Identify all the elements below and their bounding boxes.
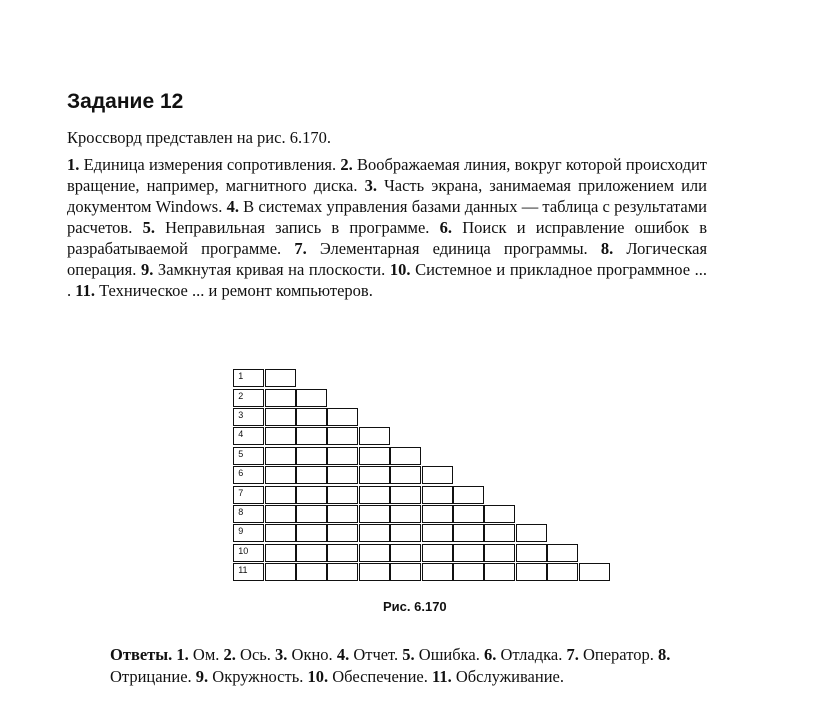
crossword-cell (327, 408, 358, 426)
answer-number: 8. (657, 645, 671, 664)
clue-text: Часть экрана, занимаемая приложением или документом Windows. (67, 176, 707, 216)
crossword-cell (327, 486, 358, 504)
crossword-cell (359, 524, 390, 542)
crossword-row-number: 3 (238, 410, 244, 420)
clue-text: Поиск и исправление ошибок в разрабатываемой программе. (67, 218, 708, 258)
crossword-cell (296, 427, 327, 445)
clue-text: Элементарная единица программы. (319, 239, 588, 258)
crossword-row-number: 5 (238, 448, 244, 459)
crossword-cell (359, 563, 390, 581)
crossword-cell (296, 544, 327, 562)
crossword-number-cell (233, 369, 264, 387)
crossword-cell (390, 563, 421, 581)
crossword-row-number: 7 (238, 487, 244, 498)
crossword-cell (296, 486, 327, 504)
answer-text: Ось. (240, 645, 271, 664)
answer-number: 9. (195, 667, 209, 686)
crossword-cell (484, 505, 515, 523)
answer-number: 7. (566, 645, 579, 664)
crossword-number-cell (233, 466, 264, 484)
crossword-number-cell (233, 544, 264, 562)
answer-number: 2. (223, 645, 236, 664)
crossword-cell (265, 369, 296, 387)
crossword-cell (327, 544, 358, 562)
crossword-cell (265, 505, 296, 523)
crossword-cell (390, 544, 421, 562)
crossword-cell (327, 447, 358, 465)
crossword-cell (327, 563, 358, 581)
crossword-cell (516, 544, 547, 562)
clue-number: 5. (142, 218, 155, 237)
crossword-cell (453, 563, 484, 581)
crossword-row-number: 1 (238, 371, 244, 382)
figure-caption: Рис. 6.170 (383, 599, 447, 614)
answer-text: Отчет. (353, 645, 399, 664)
crossword-cell (484, 524, 515, 542)
crossword-cell (359, 427, 390, 445)
clue-number: 1. (67, 155, 80, 174)
crossword-cell (390, 447, 421, 465)
crossword-cell (422, 466, 453, 484)
crossword-cell (359, 505, 390, 523)
answer-number: 11. (432, 667, 452, 686)
crossword-cell (327, 524, 358, 542)
crossword-number-cell (233, 389, 264, 407)
answer-text: Ошибка. (418, 645, 480, 664)
crossword-number-cell (233, 408, 264, 426)
clue-text: Техническое ... и ремонт компьютеров. (99, 281, 373, 300)
crossword-cell (422, 505, 453, 523)
answer-text: Окно. (291, 645, 333, 664)
answer-text: Обеспечение. (332, 667, 428, 686)
crossword-cell (390, 524, 421, 542)
clue-number: 9. (140, 260, 154, 279)
clue-text: В системах управления базами данных — таблица с результатами расчетов. (67, 197, 708, 237)
crossword-cell (327, 505, 358, 523)
answer-text: Окружность. (212, 667, 304, 686)
crossword-cell (296, 524, 327, 542)
crossword-cell (453, 544, 484, 562)
clue-number: 8. (600, 239, 614, 258)
crossword-cell (390, 486, 421, 504)
answer-number: 6. (483, 645, 497, 664)
crossword-cell (265, 389, 296, 407)
crossword-cell (327, 427, 358, 445)
crossword-cell (453, 505, 484, 523)
crossword-row-number: 6 (238, 468, 244, 479)
crossword-number-cell (233, 524, 264, 542)
crossword-row-number: 9 (238, 526, 244, 537)
crossword-cell (359, 486, 390, 504)
answer-number: 3. (275, 645, 288, 664)
crossword-cell (484, 563, 515, 581)
crossword-cell (516, 563, 547, 581)
crossword-number-cell (233, 563, 264, 581)
crossword-cell (516, 524, 547, 542)
crossword-cell (327, 466, 358, 484)
crossword-cell (296, 505, 327, 523)
answers-label: Ответы. (110, 645, 173, 664)
clue-number: 7. (294, 239, 307, 258)
crossword-row-number: 10 (238, 545, 249, 556)
clue-text: Системное и прикладное программное ... . (67, 260, 708, 300)
crossword-cell (390, 505, 421, 523)
clue-number: 11. (75, 281, 95, 300)
clue-text: Логическая операция. (67, 239, 708, 279)
crossword-cell (390, 466, 421, 484)
crossword-cell (547, 563, 578, 581)
clue-number: 4. (226, 197, 239, 216)
crossword-row-number: 4 (238, 429, 244, 440)
crossword-cell (265, 466, 296, 484)
clue-list (67, 154, 707, 301)
crossword-number-cell (233, 486, 264, 504)
crossword-cell (265, 427, 296, 445)
answer-text: Ом. (192, 645, 220, 664)
clue-number: 6. (439, 218, 452, 237)
crossword-cell (296, 466, 327, 484)
crossword-cell (265, 486, 296, 504)
clue-number: 10. (389, 260, 411, 279)
crossword-row-number: 8 (238, 507, 244, 517)
crossword-cell (359, 544, 390, 562)
crossword-cell (265, 447, 296, 465)
answer-text: Оператор. (582, 645, 654, 664)
crossword-cell (422, 544, 453, 562)
crossword-cell (453, 486, 484, 504)
clue-text: Неправильная запись в программе. (165, 218, 430, 237)
crossword-cell (422, 524, 453, 542)
crossword-cell (296, 389, 327, 407)
crossword-cell (579, 563, 610, 581)
crossword-row-number: 11 (238, 565, 248, 576)
crossword-cell (453, 524, 484, 542)
answer-text: Обслуживание. (455, 667, 564, 686)
crossword-cell (359, 466, 390, 484)
answers-block (110, 644, 750, 688)
crossword-number-cell (233, 427, 264, 445)
crossword-cell (422, 563, 453, 581)
task-intro: Кроссворд представлен на рис. 6.170. (67, 128, 331, 147)
crossword-cell (265, 408, 296, 426)
clue-text: Воображаемая линия, вокруг которой происходит вращение, например, магнитного диска. (67, 155, 707, 195)
clue-number: 2. (340, 155, 353, 174)
answer-number: 10. (307, 667, 329, 686)
clue-text: Единица измерения сопротивления. (83, 155, 337, 174)
clue-text: Замкнутая кривая на плоскости. (157, 260, 386, 279)
task-heading: Задание 12 (67, 90, 184, 113)
crossword-cell (265, 544, 296, 562)
crossword-cell (296, 408, 327, 426)
answer-number: 5. (402, 645, 415, 664)
crossword-cell (296, 447, 327, 465)
answer-number: 1. (176, 645, 189, 664)
answer-text: Отрицание. (110, 667, 192, 686)
crossword-cell (265, 563, 296, 581)
crossword-cell (265, 524, 296, 542)
crossword-number-cell (233, 505, 264, 523)
crossword-number-cell (233, 447, 264, 465)
answer-text: Отладка. (500, 645, 563, 664)
crossword-row-number: 2 (238, 390, 244, 401)
crossword-cell (359, 447, 390, 465)
crossword-cell (547, 544, 578, 562)
crossword-cell (296, 563, 327, 581)
crossword-cell (422, 486, 453, 504)
answer-number: 4. (336, 645, 350, 664)
crossword-cell (484, 544, 515, 562)
clue-number: 3. (364, 176, 377, 195)
